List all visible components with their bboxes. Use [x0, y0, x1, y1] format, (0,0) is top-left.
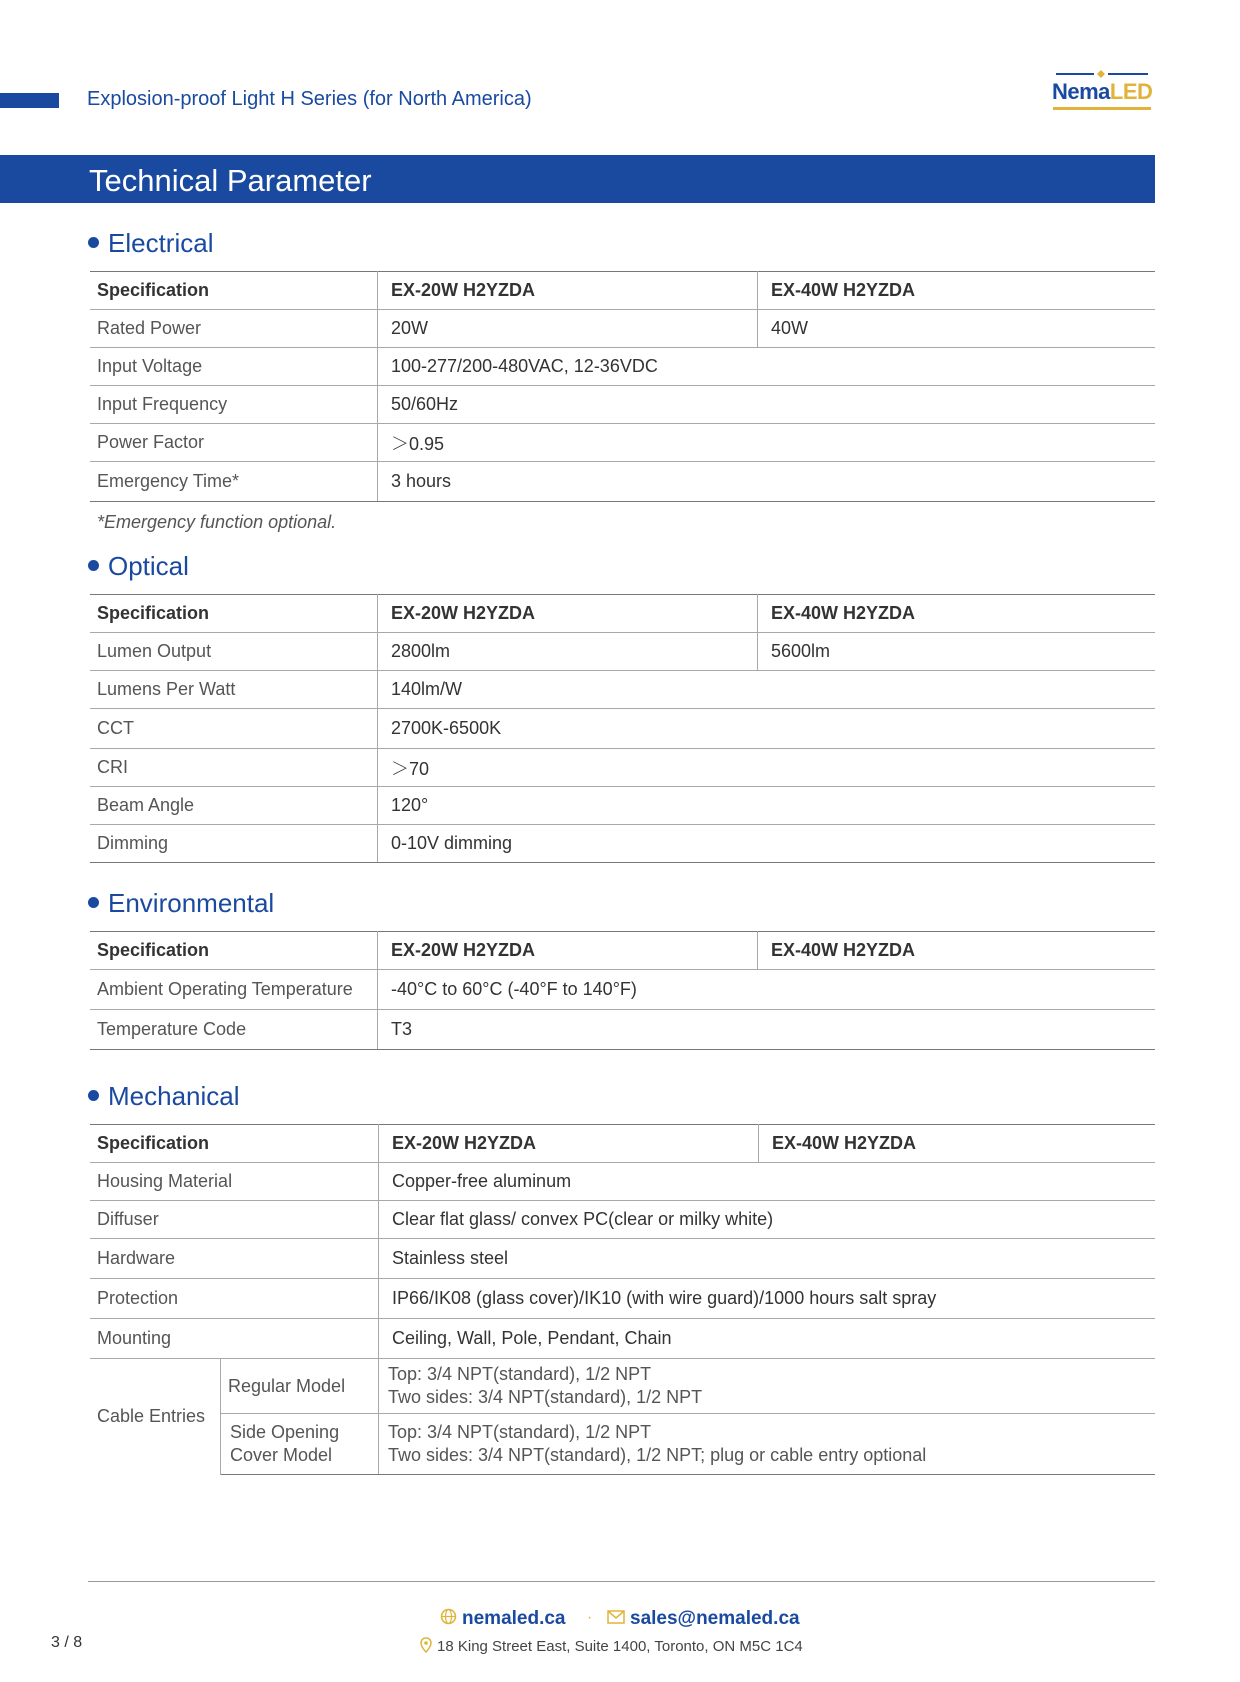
page-number: 3 / 8 [51, 1634, 83, 1651]
header-spec: Specification [90, 1125, 379, 1163]
header-spec: Specification [90, 595, 378, 633]
side-top-line: Top: 3/4 NPT(standard), 1/2 NPT [388, 1422, 652, 1442]
bullet-icon [88, 897, 99, 908]
table-row [90, 970, 1155, 1010]
regular-model-label: Regular Model [221, 1359, 379, 1414]
header-model-a: EX-20W H2YZDA [379, 1125, 759, 1163]
regular-sides-line: Two sides: 3/4 NPT(standard), 1/2 NPT [388, 1387, 703, 1407]
table-header-row [90, 1125, 1155, 1163]
bullet-icon [88, 237, 99, 248]
row-label: Mounting [90, 1319, 379, 1359]
row-value-b: 40W [758, 310, 1156, 348]
electrical-title: Electrical [108, 228, 214, 258]
table-row [90, 1414, 1155, 1475]
table-header-row [90, 272, 1155, 310]
table-row [90, 633, 1155, 671]
website-link[interactable] [440, 1608, 566, 1630]
row-value: T3 [378, 1010, 1156, 1050]
environmental-heading [88, 888, 274, 919]
row-label: Hardware [90, 1239, 379, 1279]
location-pin-icon [420, 1637, 432, 1653]
table-row [90, 348, 1155, 386]
row-value: 2700K-6500K [378, 709, 1156, 749]
row-value: 0-10V dimming [378, 825, 1156, 863]
table-header-row [90, 595, 1155, 633]
header-model-b: EX-40W H2YZDA [758, 595, 1156, 633]
header-model-a: EX-20W H2YZDA [378, 932, 758, 970]
header-accent-bar [0, 93, 59, 108]
row-label: Protection [90, 1279, 379, 1319]
row-value: 50/60Hz [378, 386, 1156, 424]
logo-text-nema: Nema [1052, 79, 1110, 104]
row-value: Stainless steel [379, 1239, 1156, 1279]
header-spec: Specification [90, 272, 378, 310]
side-opening-label-line1: Side Opening [230, 1422, 340, 1442]
envelope-icon [607, 1610, 625, 1624]
row-value: 100-277/200-480VAC, 12-36VDC [378, 348, 1156, 386]
row-value: 120° [378, 787, 1156, 825]
website-text[interactable]: nemaled.ca [462, 1608, 566, 1629]
row-label: Ambient Operating Temperature [90, 970, 378, 1010]
row-value: ＞70 [378, 749, 1156, 787]
row-label: Temperature Code [90, 1010, 378, 1050]
optical-heading [88, 551, 189, 582]
table-row [90, 1239, 1155, 1279]
row-value-a: 20W [378, 310, 758, 348]
logo-text-led: LED [1109, 79, 1153, 104]
mechanical-table [90, 1124, 1155, 1475]
environmental-title: Environmental [108, 888, 275, 918]
header-spec: Specification [90, 932, 378, 970]
table-row [90, 1279, 1155, 1319]
cable-entries-label: Cable Entries [90, 1359, 221, 1475]
row-value: 140lm/W [378, 671, 1156, 709]
side-opening-label-line2: Cover Model [230, 1445, 333, 1465]
header-model-b: EX-40W H2YZDA [759, 1125, 1156, 1163]
row-value: Copper-free aluminum [379, 1163, 1156, 1201]
footer-separator: · [587, 1609, 593, 1626]
email-link[interactable] [607, 1608, 800, 1630]
row-value-a: 2800lm [378, 633, 758, 671]
row-label: Lumens Per Watt [90, 671, 378, 709]
table-row [90, 787, 1155, 825]
footer-divider [88, 1581, 1155, 1582]
section-banner [0, 155, 1155, 203]
table-row [90, 1163, 1155, 1201]
header-model-b: EX-40W H2YZDA [758, 272, 1156, 310]
table-row [90, 749, 1155, 787]
table-row [90, 310, 1155, 348]
row-label: Input Frequency [90, 386, 378, 424]
table-row [90, 1201, 1155, 1239]
row-value: -40°C to 60°C (-40°F to 140°F) [378, 970, 1156, 1010]
nemaled-logo [1052, 70, 1156, 116]
table-row [90, 1359, 1155, 1414]
email-text[interactable]: sales@nemaled.ca [630, 1608, 800, 1629]
row-label: CCT [90, 709, 378, 749]
mechanical-title: Mechanical [108, 1081, 240, 1111]
optical-table [90, 594, 1155, 863]
side-opening-value [379, 1414, 1156, 1475]
banner-title: Technical Parameter [89, 163, 372, 198]
row-value: Clear flat glass/ convex PC(clear or milky white) [379, 1201, 1156, 1239]
row-value: ＞0.95 [378, 424, 1156, 462]
electrical-table [90, 271, 1155, 502]
header-model-a: EX-20W H2YZDA [378, 272, 758, 310]
side-opening-label [221, 1414, 379, 1475]
optical-title: Optical [108, 551, 189, 581]
bullet-icon [88, 560, 99, 571]
company-address [420, 1638, 803, 1655]
electrical-footnote: *Emergency function optional. [97, 512, 337, 532]
header-model-b: EX-40W H2YZDA [758, 932, 1156, 970]
header-model-a: EX-20W H2YZDA [378, 595, 758, 633]
mechanical-heading [88, 1081, 240, 1112]
table-row [90, 671, 1155, 709]
logo-underline [1053, 107, 1151, 110]
regular-model-value [379, 1359, 1156, 1414]
row-value: 3 hours [378, 462, 1156, 502]
table-row [90, 386, 1155, 424]
row-label: Emergency Time* [90, 462, 378, 502]
bullet-icon [88, 1090, 99, 1101]
row-label: Dimming [90, 825, 378, 863]
row-label: Rated Power [90, 310, 378, 348]
row-value: IP66/IK08 (glass cover)/IK10 (with wire guard)/1000 hours salt spray [379, 1279, 1156, 1319]
table-row [90, 462, 1155, 502]
row-label: Input Voltage [90, 348, 378, 386]
document-title: Explosion-proof Light H Series (for North America) [87, 88, 532, 110]
address-text: 18 King Street East, Suite 1400, Toronto, ON M5C 1C4 [437, 1638, 803, 1655]
row-label: Beam Angle [90, 787, 378, 825]
environmental-table [90, 931, 1155, 1050]
side-sides-line: Two sides: 3/4 NPT(standard), 1/2 NPT; plug or cable entry optional [388, 1445, 927, 1465]
table-header-row [90, 932, 1155, 970]
row-value: Ceiling, Wall, Pole, Pendant, Chain [379, 1319, 1156, 1359]
electrical-heading [88, 228, 213, 259]
row-label: Diffuser [90, 1201, 379, 1239]
table-row [90, 1319, 1155, 1359]
globe-icon [440, 1608, 457, 1625]
row-label: CRI [90, 749, 378, 787]
table-row [90, 825, 1155, 863]
row-label: Lumen Output [90, 633, 378, 671]
row-label: Housing Material [90, 1163, 379, 1201]
row-value-b: 5600lm [758, 633, 1156, 671]
table-row [90, 424, 1155, 462]
regular-top-line: Top: 3/4 NPT(standard), 1/2 NPT [388, 1364, 652, 1384]
table-row [90, 709, 1155, 749]
row-label: Power Factor [90, 424, 378, 462]
table-row [90, 1010, 1155, 1050]
